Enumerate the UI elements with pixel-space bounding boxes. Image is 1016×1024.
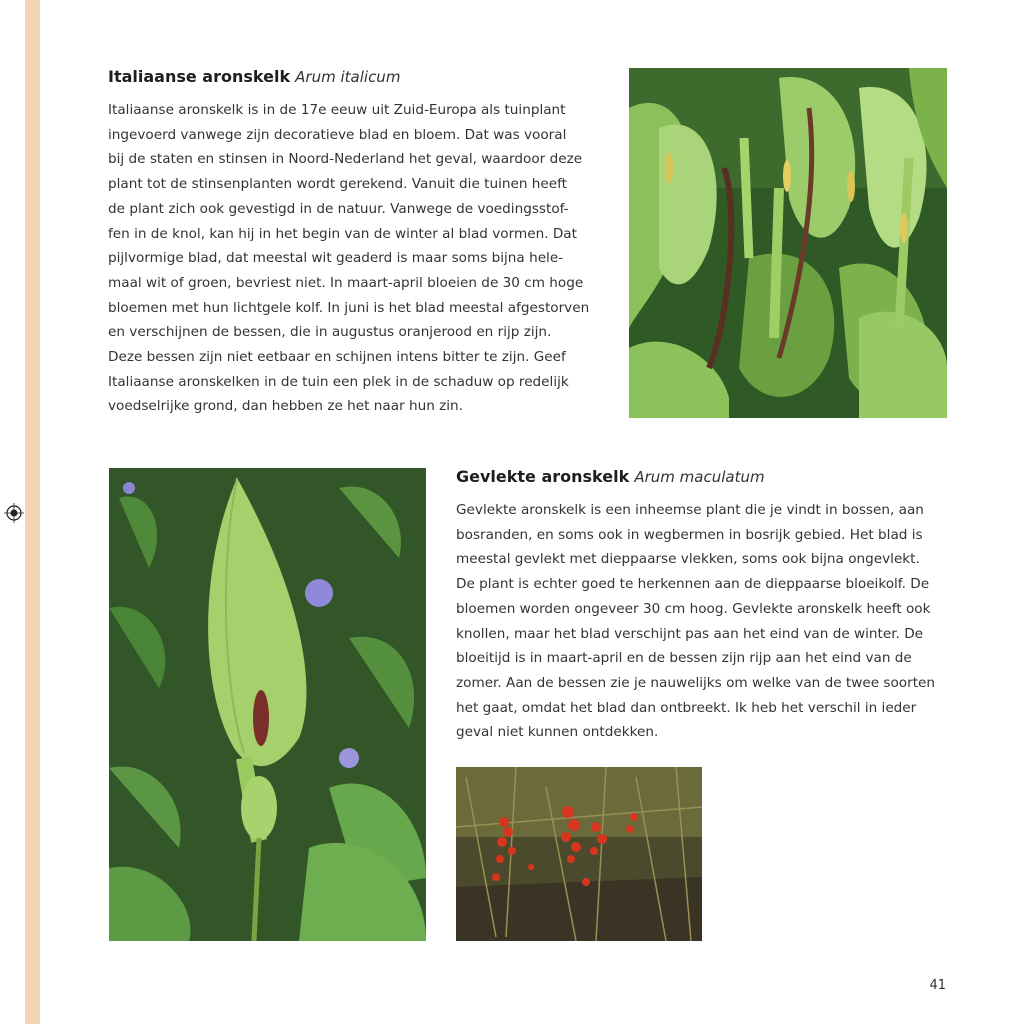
common-name: Italiaanse aronskelk [108,67,291,86]
body-line: meestal gevlekt met dieppaarse vlekken, soms ook bijna ongevlekt. [456,551,920,568]
body-line: fen in de knol, kan hij in het begin van de winter al blad vormen. Dat [108,225,577,242]
latin-name: Arum italicum [295,68,401,86]
photo-arum-maculatum [109,468,426,941]
section-body [456,498,956,745]
section-title [108,67,608,87]
body-line: zomer. Aan de bessen zie je nauwelijks om welke van de twee soorten [456,674,936,691]
body-line: de plant zich ook gevestigd in de natuur. Vanwege de voedingsstof- [108,200,569,217]
body-line: en verschijnen de bessen, die in augustus oranjerood en rijp zijn. [108,324,552,341]
body-line: bloeitijd is in maart-april en de bessen zijn rijp aan het eind van de [456,650,912,667]
section-arum-italicum [108,67,608,419]
body-line: Italiaanse aronskelk is in de 17e eeuw uit Zuid-Europa als tuinplant [108,102,566,118]
common-name: Gevlekte aronskelk [456,467,630,486]
body-line: De plant is echter goed te herkennen aan de dieppaarse bloeikolf. De [456,576,930,593]
body-line: knollen, maar het blad verschijnt pas aan het eind van de winter. De [456,625,924,642]
body-line: Italiaanse aronskelken in de tuin een plek in de schaduw op redelijk [108,373,569,390]
body-line: maal wit of groen, bevriest niet. In maart-april bloeien de 30 cm hoge [108,274,584,291]
body-line: bloemen worden ongeveer 30 cm hoog. Gevlekte aronskelk heeft ook [456,600,931,617]
page-margin-strip [25,0,40,1024]
body-line: bij de staten en stinsen in Noord-Nederland het geval, waardoor deze [108,151,583,168]
latin-name: Arum maculatum [634,468,765,486]
body-line: Deze bessen zijn niet eetbaar en schijnen intens bitter te zijn. Geef [108,349,566,366]
section-title [456,467,956,487]
registration-mark-icon [4,503,24,523]
photo-arum-berries [456,767,702,941]
body-line: pijlvormige blad, dat meestal wit geaderd is maar soms bijna hele- [108,250,564,267]
body-line: het gaat, omdat het blad dan ontbreekt. Ik heb het verschil in ieder [456,699,917,716]
section-arum-maculatum [456,467,956,745]
page-number: 41 [929,978,946,993]
photo-arum-italicum [629,68,947,418]
body-line: ingevoerd vanwege zijn decoratieve blad en bloem. Dat was vooral [108,126,567,143]
body-line: Gevlekte aronskelk is een inheemse plant die je vindt in bossen, aan [456,502,924,518]
body-line: bosranden, en soms ook in wegbermen in bosrijk gebied. Het blad is [456,526,923,543]
section-body [108,98,608,419]
body-line: bloemen met hun lichtgele kolf. In juni is het blad meestal afgestorven [108,299,590,316]
body-line: voedselrijke grond, dan hebben ze het naar hun zin. [108,398,463,415]
body-line: geval niet kunnen ontdekken. [456,724,659,741]
body-line: plant tot de stinsenplanten wordt gerekend. Vanuit die tuinen heeft [108,176,567,193]
